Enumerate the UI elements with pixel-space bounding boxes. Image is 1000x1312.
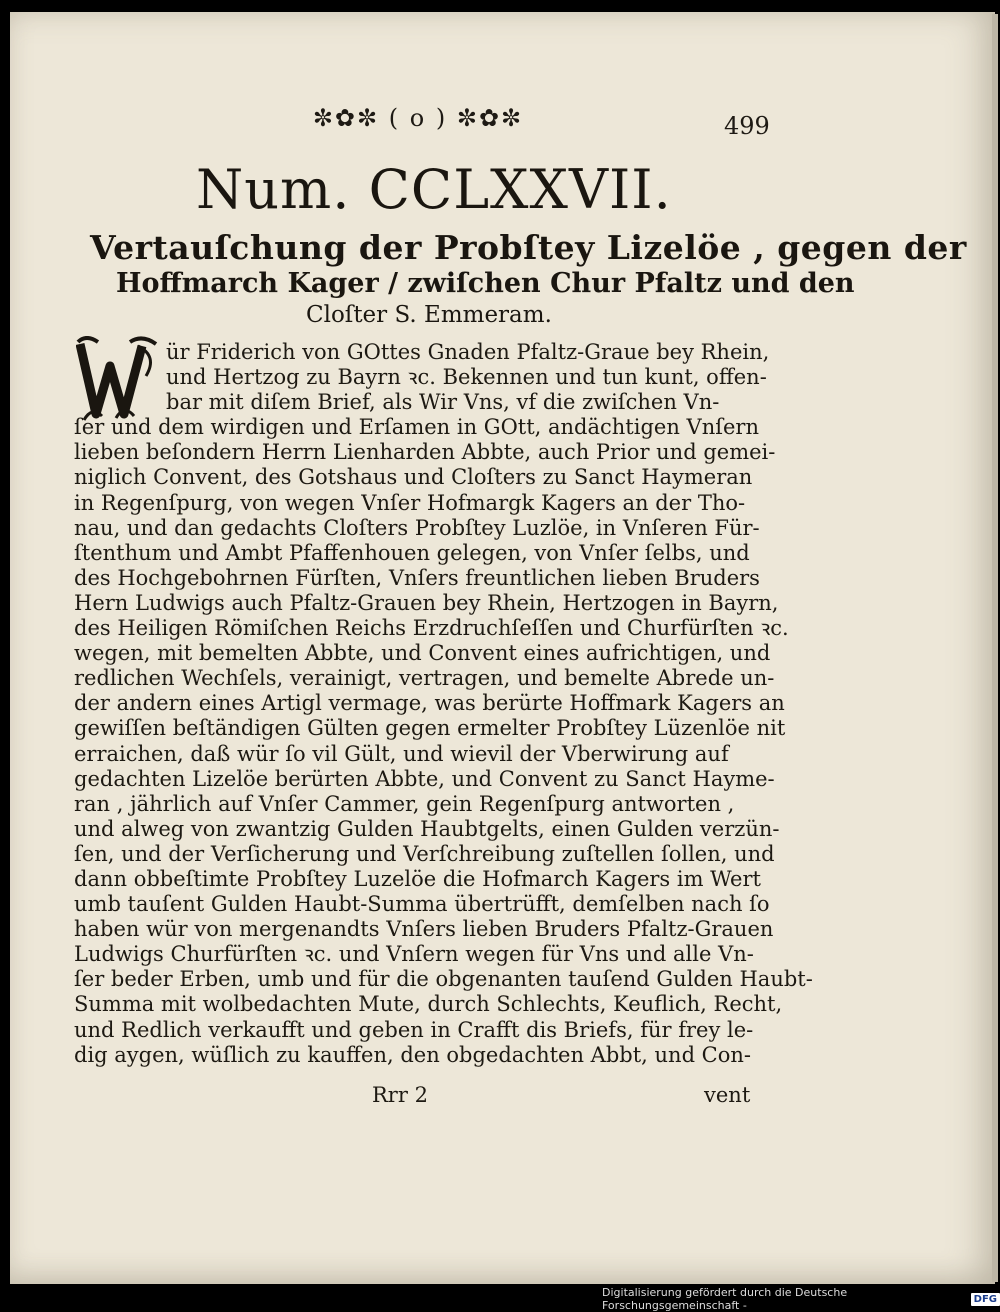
text-line: Hern Ludwigs auch Pfaltz-Grauen bey Rhein, Hertzogen in Bayrn, [74, 590, 779, 615]
text-line: ſtenthum und Ambt Pfaffenhouen gelegen, von Vnſer ſelbs, und [74, 540, 750, 565]
heading-line-1: Vertauſchung der Probſtey Lizelöe , gegen der [90, 228, 967, 267]
text-line: ſer beder Erben, umb und für die obgenanten tauſend Gulden Haubt- [74, 967, 813, 992]
signature-mark: Rrr 2 [372, 1083, 428, 1107]
dfg-logo: DFG [971, 1293, 1000, 1306]
text-line: gedachten Lizelöe berürten Abbte, und Convent zu Sanct Hayme- [74, 766, 775, 791]
text-line: ür Friderich von GOttes Gnaden Pfaltz-Graue bey Rhein, [166, 340, 770, 364]
text-line: haben wür von mergenandts Vnſers lieben Bruders Pfaltz-Grauen [74, 917, 774, 942]
text-line: lieben beſondern Herrn Lienharden Abbte, auch Prior und gemei- [74, 440, 776, 465]
heading-line-2: Hoffmarch Kager / zwiſchen Chur Pfaltz und den [116, 268, 855, 299]
text-line: wegen, mit bemelten Abbte, und Convent eines aufrichtigen, und [74, 641, 771, 666]
page-edge [992, 14, 998, 1282]
text-line: ran , jährlich auf Vnſer Cammer, gein Regenſpurg antworten , [74, 791, 735, 816]
text-line: Ludwigs Churfürſten ꝛc. und Vnſern wegen für Vns und alle Vn- [74, 942, 754, 967]
text-line: ſer und dem wirdigen und Erſamen in GOtt, andächtigen Vnſern [74, 415, 759, 440]
text-line: der andern eines Artigl vermage, was berürte Hoffmark Kagers an [74, 691, 785, 716]
text-line: dig aygen, wüſlich zu kauffen, den obgedachten Abbt, und Con- [74, 1042, 752, 1067]
text-line: und Redlich verkaufft und geben in Crafft dis Briefs, für frey le- [74, 1017, 754, 1042]
heading-line-3: Cloſter S. Emmeram. [306, 302, 552, 328]
page-number: 499 [724, 112, 770, 140]
catchword: vent [704, 1083, 751, 1107]
text-line: niglich Convent, des Gotshaus und Cloſters zu Sanct Haymeran [74, 465, 753, 490]
text-line: des Hochgebohrnen Fürſten, Vnſers freuntlichen lieben Bruders [74, 565, 760, 590]
document-heading [90, 228, 967, 330]
text-line: bar mit diſem Brief, als Wir Vns, vf die zwiſchen Vn- [166, 390, 720, 415]
text-line: und alweg von zwantzig Gulden Haubtgelts, einen Gulden verzün- [74, 816, 780, 841]
text-line: dann obbeſtimte Probſtey Luzelöe die Hofmarch Kagers im Wert [74, 866, 761, 891]
text-line: Summa mit wolbedachten Mute, durch Schlechts, Keuflich, Recht, [74, 992, 783, 1017]
text-line: des Heiligen Römiſchen Reichs Erzdruchſeſſen und Churfürſten ꝛc. [74, 616, 789, 641]
document-number-title: Num. CCLXXVII. [196, 158, 672, 221]
footer-credit-text: Digitalisierung gefördert durch die Deutsche Forschungsgemeinschaft - [602, 1286, 848, 1312]
text-line: erraichen, daß wür ſo vil Gült, und wievil der Vberwirung auf [74, 741, 729, 766]
header-ornament: ✼✿✼ ( o ) ✼✿✼ [312, 104, 524, 132]
text-line: ſen, und der Verſicherung und Verſchreibung zuſtellen ſollen, und [74, 841, 775, 866]
body-text [74, 340, 813, 1068]
text-line: und Hertzog zu Bayrn ꝛc. Bekennen und tun kunt, offen- [166, 365, 767, 390]
text-line: nau, und dan gedachts Cloſters Probſtey Luzlöe, in Vnſeren Für- [74, 515, 760, 540]
text-line: in Regenſpurg, von wegen Vnſer Hofmargk Kagers an der Tho- [74, 490, 746, 515]
digitization-footer [602, 1286, 1000, 1312]
text-line: redlichen Wechſels, verainigt, vertragen, und bemelte Abrede un- [74, 666, 775, 691]
text-line: umb tauſent Gulden Haubt-Summa übertrüfft, demſelben nach ſo [74, 892, 770, 917]
text-line: gewiſſen beſtändigen Gülten gegen ermelter Probſtey Lüzenlöe nit [74, 716, 786, 741]
